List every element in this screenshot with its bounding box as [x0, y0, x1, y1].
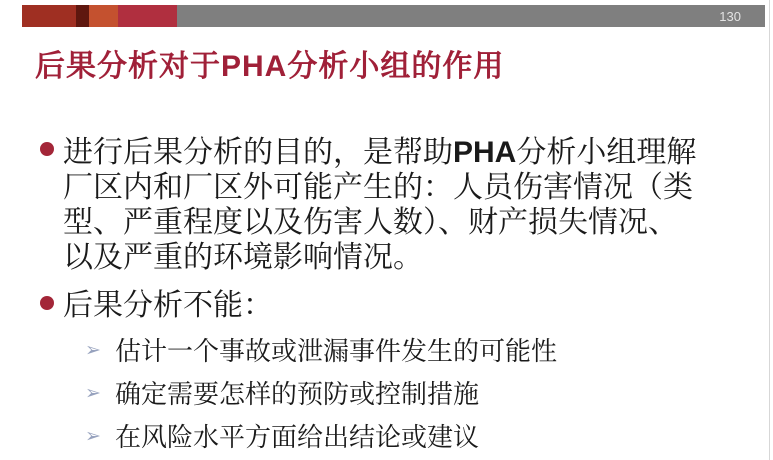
bullet-1-line-1-pre: 进行后果分析的目的，是帮助 [63, 136, 453, 169]
page-number-bar [177, 5, 765, 27]
slide-title-prefix: 后果分析对于 [35, 50, 221, 83]
arrowhead-bullet-icon: ➢ [85, 426, 101, 447]
sub-bullet-1 [85, 336, 557, 366]
deco-square-brick [22, 5, 76, 27]
bullet-1-line-2: 厂区内和厂区外可能产生的：人员伤害情况（类 [63, 171, 693, 204]
slide-title [35, 48, 504, 86]
sub-bullet-2-text: 确定需要怎样的预防或控制措施 [115, 379, 480, 409]
bullet-dot-icon [40, 142, 54, 156]
slide-title-suffix: 分析小组的作用 [287, 50, 505, 83]
bullet-1-line-1-post: 分析小组理解 [516, 136, 697, 169]
page-number: 130 [719, 8, 741, 24]
bullet-1-paragraph [63, 135, 696, 275]
sub-bullet-1-text: 估计一个事故或泄漏事件发生的可能性 [115, 336, 558, 366]
arrowhead-bullet-icon: ➢ [85, 340, 101, 361]
bullet-1-line-4: 以及严重的环境影响情况。 [63, 241, 423, 274]
top-decoration-bar [22, 5, 765, 27]
sub-bullet-3 [85, 422, 479, 452]
bullet-dot-icon [40, 296, 54, 310]
bullet-2-label: 后果分析不能： [63, 289, 273, 322]
deco-square-crimson [118, 5, 177, 27]
bullet-1-line-1-acronym: PHA [453, 136, 517, 169]
deco-square-maroon [76, 5, 89, 27]
bullet-1-line-1 [63, 135, 696, 170]
sub-bullet-2 [85, 379, 479, 409]
sub-bullet-3-text: 在风险水平方面给出结论或建议 [115, 422, 480, 452]
slide-title-acronym: PHA [221, 50, 288, 83]
slide-right-edge [769, 0, 770, 460]
bullet-1-line-3: 型、严重程度以及伤害人数）、财产损失情况、 [63, 206, 678, 239]
deco-square-orange [89, 5, 118, 27]
arrowhead-bullet-icon: ➢ [85, 383, 101, 404]
